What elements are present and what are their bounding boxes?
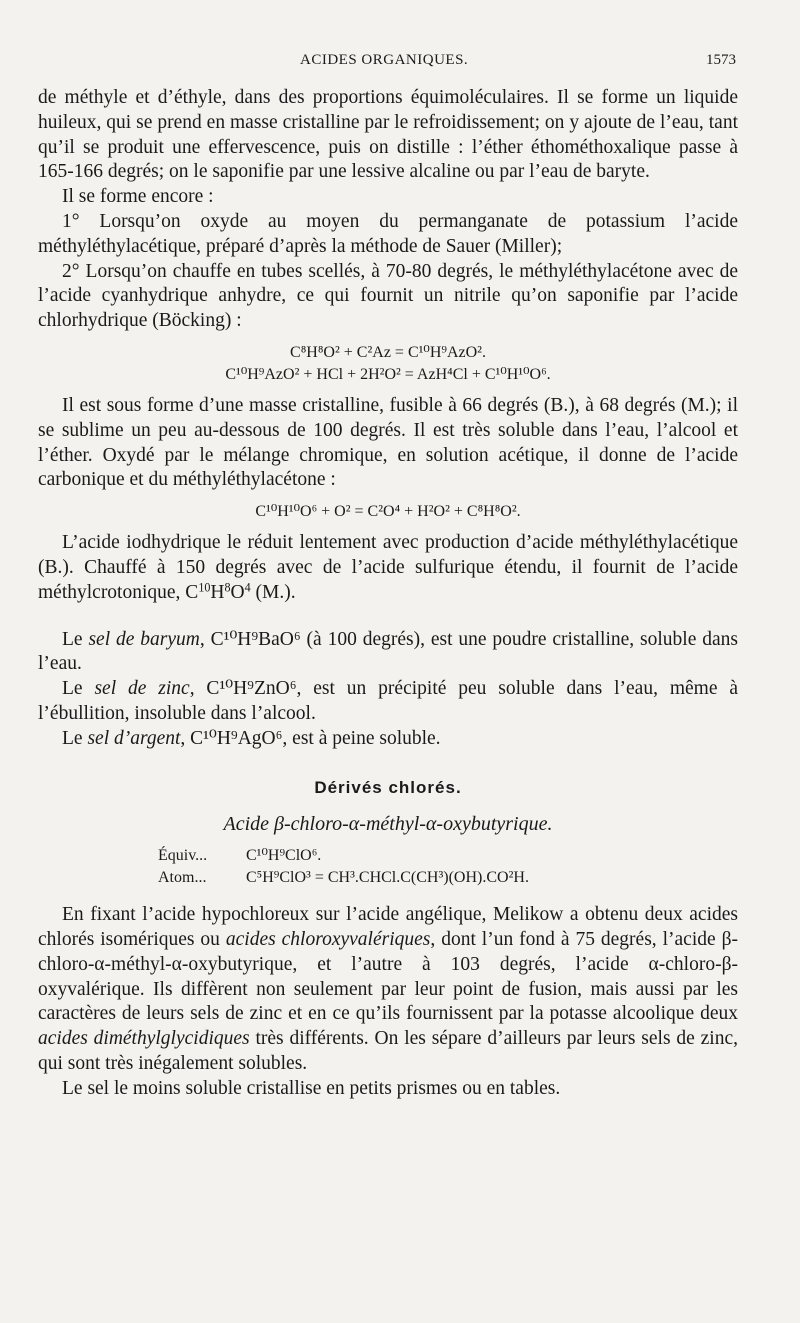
text: Le [62, 628, 89, 650]
salt-paragraph [38, 727, 738, 752]
text: H [210, 581, 225, 603]
paragraph: Il se forme encore : [62, 186, 214, 208]
equiv-value: C¹⁰H⁹ClO⁶. [246, 847, 322, 865]
text: , C¹⁰H⁹AgO⁶, est à peine soluble. [180, 727, 441, 749]
superscript: 4 [244, 580, 251, 595]
atomic-formula [38, 867, 738, 889]
paragraph: 2° Lorsqu’on chauffe en tubes scellés, à 70-80 degrés, le méthyléthylacétone avec de l’acide cyanhydrique anhydre, ce qui fournit un nitrile qu’on saponifie par l’acide chlorhydrique (Böcking) : [38, 260, 738, 332]
atom-label: Atom... [158, 869, 207, 887]
paragraph: 1° Lorsqu’on oxyde au moyen du permanganate de potassium l’acide méthyléthylacétique, préparé d’après la méthode de Sauer (Miller); [38, 210, 738, 257]
italic-term: acides chloroxyvalériques [225, 928, 431, 950]
text: En fixant l’acide hypochloreux sur l’acide angélique, Melikow a obtenu deux acides chlorés isomériques ou [38, 904, 738, 950]
text: très différents. On les sépare d’ailleurs par leurs sels de zinc, qui sont très inégalement solubles. [38, 1028, 738, 1074]
text: (M.). [250, 581, 296, 603]
equivalent-formula [38, 845, 738, 867]
compound-title: Acide β-chloro-α-méthyl-α-oxybutyrique. [223, 813, 553, 836]
text: L’acide iodhydrique le réduit lentement avec production d’acide méthyléthylacétique (B.). Chauffé à 150 degrés avec de l’acide sulfurique étendu, il fournit de l’acide méthylcrotonique, C [38, 532, 738, 603]
page-number: 1573 [706, 52, 736, 68]
text: , dont l’un fond à 75 degrés, l’acide β-chloro-α-méthyl-α-oxybutyrique, et l’autre à 103 degrés, l’acide α-chloro-β-oxyvalérique. Ils diffèrent non seulement par leur point de fusion, mais aussi par les caractères de leurs sels de zinc et en ce qu’ils fournissent par la potasse alcoolique deux [38, 928, 738, 1025]
text: Le [62, 727, 88, 749]
running-header [0, 52, 800, 76]
salt-paragraph [38, 677, 738, 727]
page-body [38, 86, 738, 1102]
text: , C¹⁰H⁹BaO⁶ (à 100 degrés), est une poudre cristalline, soluble dans l’eau. [38, 628, 738, 675]
text: , C¹⁰H⁹ZnO⁶, est un précipité peu soluble dans l’eau, même à l’ébullition, insoluble dans l’alcool. [38, 678, 739, 724]
salt-paragraph [38, 628, 738, 678]
formula: C⁸H⁸O² + C²Az = C¹⁰H⁹AzO². [290, 343, 486, 361]
salt-name: sel d’argent [87, 727, 181, 749]
text: O [230, 581, 245, 603]
paragraph: Le sel le moins soluble cristallise en petits prismes ou en tables. [62, 1077, 561, 1099]
paragraph: de méthyle et d’éthyle, dans des proportions équimoléculaires. Il se forme un liquide huileux, qui se prend en masse cristalline par le refroidissement; on y ajoute de l’eau, tant qu’il se produit une effervescence, puis on distille : l’éther éthométhoxalique passe à 165-166 degrés; on le saponifie par une lessive alcaline ou par l’eau de baryte. [38, 87, 738, 183]
paragraph [38, 903, 738, 1077]
salt-name: sel de zinc [94, 678, 190, 700]
italic-term: acides diméthylglycidiques [38, 1028, 250, 1050]
running-title: ACIDES ORGANIQUES. [300, 52, 469, 68]
superscript: 10 [198, 580, 211, 595]
salt-name: sel de baryum [88, 628, 200, 650]
paragraph: Il est sous forme d’une masse cristalline, fusible à 66 degrés (B.), à 68 degrés (M.); il se sublime un peu au-dessous de 100 degrés. Il est très soluble dans l’eau, l’alcool et l’éther. Oxydé par le mélange chromique, en solution acétique, il donne de l’acide carbonique et du méthyléthylacétone : [38, 394, 738, 491]
paragraph [38, 531, 738, 605]
atom-value: C⁵H⁹ClO³ = CH³.CHCl.C(CH³)(OH).CO²H. [246, 869, 529, 887]
text: Le [62, 678, 95, 700]
formula: C¹⁰H⁹AzO² + HCl + 2H²O² = AzH⁴Cl + C¹⁰H¹⁰O⁶. [225, 365, 551, 383]
formula: C¹⁰H¹⁰O⁶ + O² = C²O⁴ + H²O² + C⁸H⁸O². [255, 503, 521, 521]
superscript: 8 [224, 580, 231, 595]
section-heading: Dérivés chlorés. [314, 777, 462, 797]
equiv-label: Équiv... [158, 847, 208, 865]
